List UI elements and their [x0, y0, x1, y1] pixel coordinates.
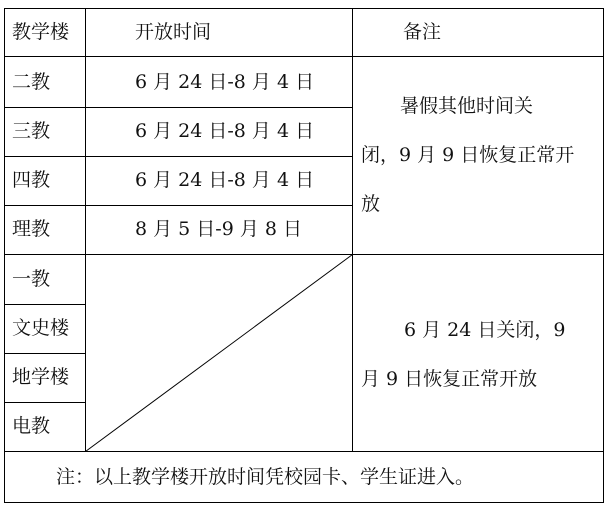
footer-note: 注：以上教学楼开放时间凭校园卡、学生证进入。 — [56, 466, 475, 488]
building-cell: 一教 — [12, 268, 51, 290]
building-cell: 二教 — [12, 71, 51, 93]
remark-line: 放 — [361, 193, 381, 215]
time-cell: 6 月 24 日-8 月 4 日 — [135, 71, 315, 93]
time-cell: 6 月 24 日-8 月 4 日 — [135, 169, 315, 191]
header-remark: 备注 — [403, 21, 442, 43]
remark-line: 6 月 24 日关闭，9 — [404, 319, 566, 341]
building-cell: 四教 — [12, 169, 51, 191]
building-cell: 电教 — [12, 415, 51, 437]
header-building: 教学楼 — [12, 21, 70, 43]
header-open-time: 开放时间 — [135, 21, 212, 43]
remark-line: 月 9 日恢复正常开放 — [361, 368, 538, 390]
building-cell: 理教 — [12, 218, 51, 240]
remark-line: 闭，9 月 9 日恢复正常开 — [361, 144, 575, 166]
building-cell: 地学楼 — [12, 366, 70, 388]
time-cell: 6 月 24 日-8 月 4 日 — [135, 120, 315, 142]
remark-line: 暑假其他时间关 — [400, 95, 534, 117]
building-cell: 文史楼 — [12, 317, 70, 339]
table-grid — [4, 8, 604, 503]
time-cell: 8 月 5 日-9 月 8 日 — [135, 218, 303, 240]
building-cell: 三教 — [12, 120, 51, 142]
